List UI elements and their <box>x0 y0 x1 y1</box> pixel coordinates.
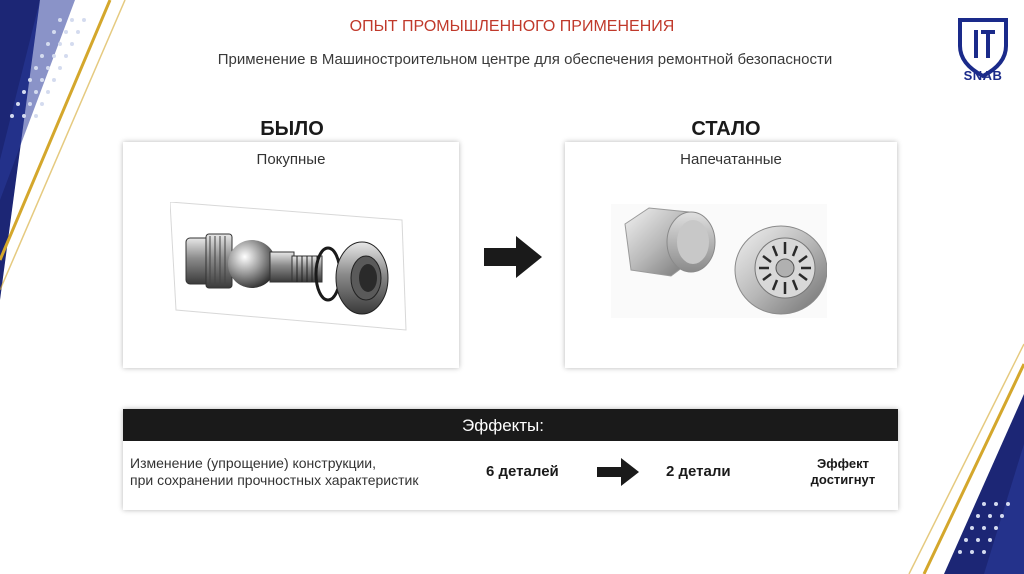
decorative-corner-top-left <box>0 0 140 300</box>
effects-panel <box>123 409 898 510</box>
effect-result-line-2: достигнут <box>810 472 876 487</box>
printed-fitting-parts-image <box>611 204 827 318</box>
before-card <box>123 142 459 368</box>
after-card-label: Напечатанные <box>680 151 782 168</box>
before-heading: БЫЛО <box>260 118 324 140</box>
effects-description-line-2: при сохранении прочностных характеристик <box>130 472 419 488</box>
before-parts-count: 6 деталей <box>486 463 559 480</box>
effects-header-bar <box>123 409 898 441</box>
after-heading: СТАЛО <box>691 118 761 140</box>
logo-text: SNAB <box>963 68 1003 83</box>
after-card <box>565 142 897 368</box>
before-card-label: Покупные <box>256 151 326 168</box>
slide-title: ОПЫТ ПРОМЫШЛЕННОГО ПРИМЕНЕНИЯ <box>349 18 675 35</box>
purchased-fitting-assembly-image <box>170 202 410 332</box>
right-arrow-icon <box>484 236 542 278</box>
effects-title: Эффекты: <box>462 416 545 435</box>
effects-description-line-1: Изменение (упрощение) конструкции, <box>130 455 377 471</box>
effect-result <box>803 456 883 488</box>
after-parts-count: 2 детали <box>666 463 731 480</box>
effects-arrow-icon <box>597 458 639 486</box>
decorative-corner-bottom-right <box>884 334 1024 574</box>
effects-description <box>130 455 418 489</box>
slide-subtitle: Применение в Машиностроительном центре для обеспечения ремонтной безопасности <box>217 51 833 68</box>
effect-result-line-1: Эффект <box>817 456 869 471</box>
